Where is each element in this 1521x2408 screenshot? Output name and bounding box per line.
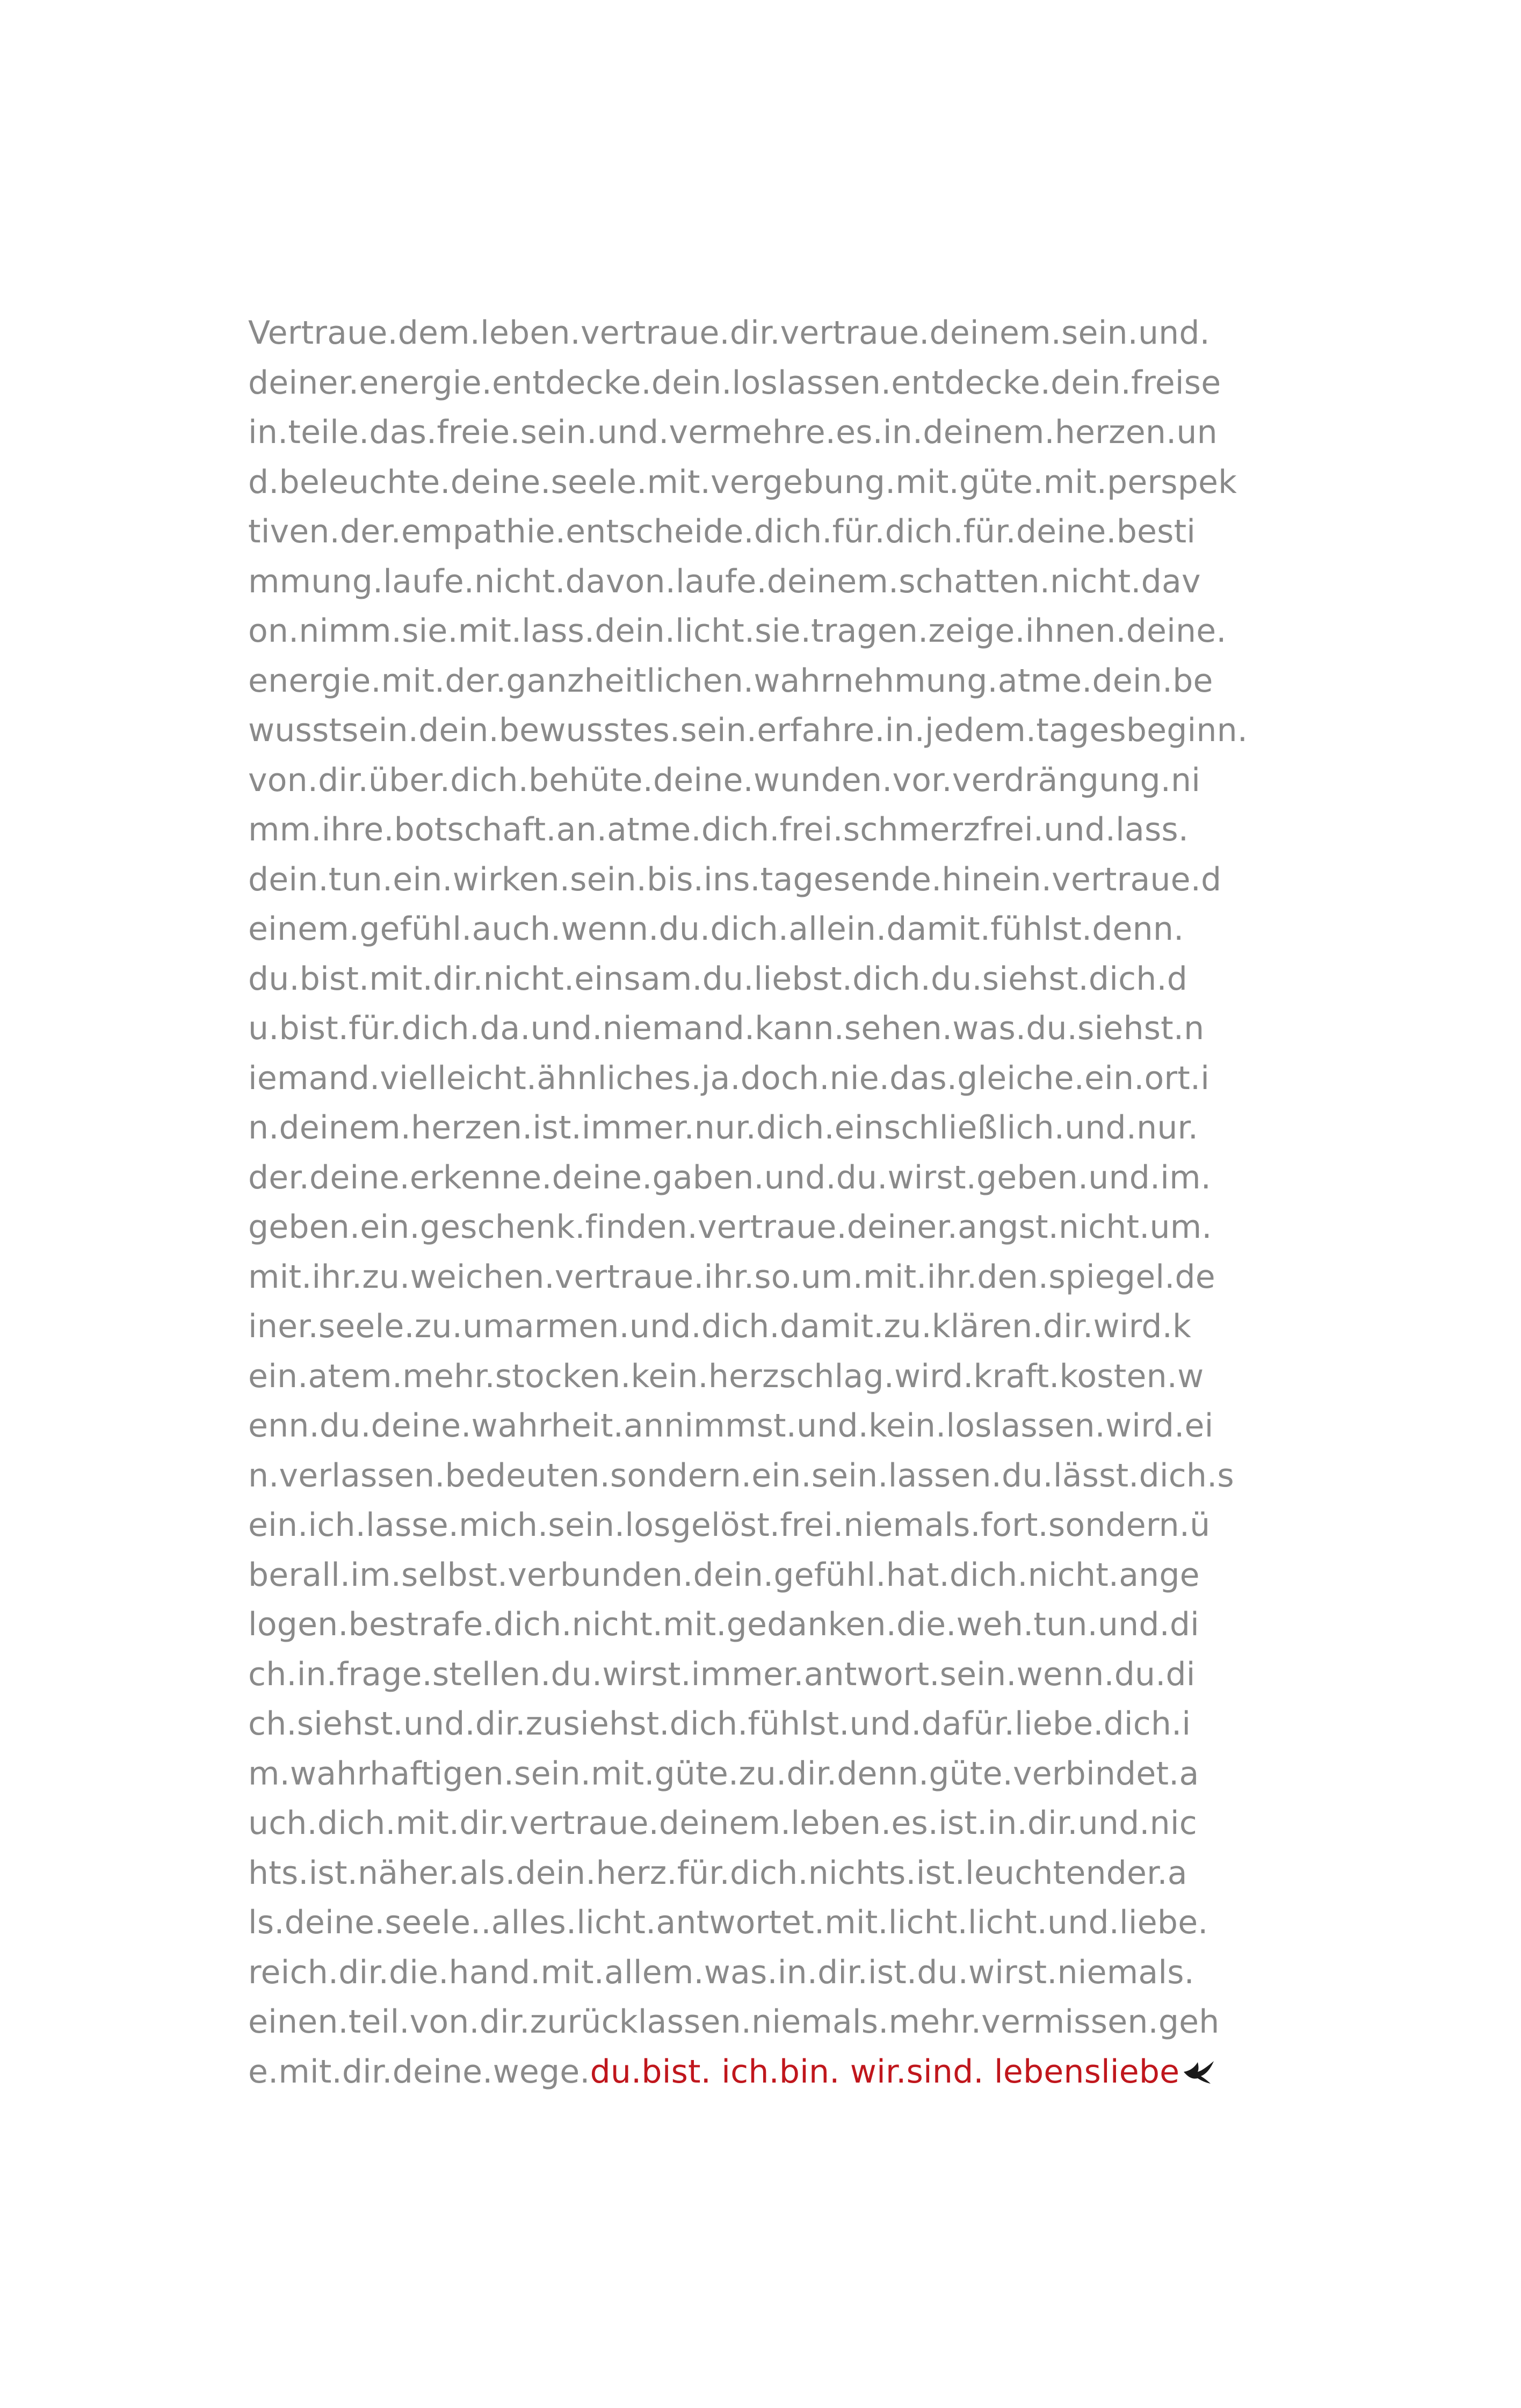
text-line: d.beleuchte.deine.seele.mit.vergebung.mit.güte.mit.perspek bbox=[248, 463, 1237, 501]
text-line: wusstsein.dein.bewusstes.sein.erfahre.in.jedem.tagesbeginn. bbox=[248, 712, 1248, 749]
text-line: on.nimm.sie.mit.lass.dein.licht.sie.tragen.zeige.ihnen.deine. bbox=[248, 612, 1227, 650]
closing-phrase-red: du.bist. ich.bin. wir.sind. lebensliebe bbox=[590, 2052, 1180, 2091]
poem-text-block bbox=[248, 308, 1301, 2097]
text-line: n.deinem.herzen.ist.immer.nur.dich.einschließlich.und.nur. bbox=[248, 1109, 1199, 1147]
text-line: hts.ist.näher.als.dein.herz.für.dich.nichts.ist.leuchtender.a bbox=[248, 1854, 1187, 1892]
text-line: ein.ich.lasse.mich.sein.losgelöst.frei.niemals.fort.sondern.ü bbox=[248, 1506, 1211, 1544]
text-line: ls.deine.seele..alles.licht.antwortet.mit.licht.licht.und.liebe. bbox=[248, 1904, 1208, 1941]
text-line: ch.in.frage.stellen.du.wirst.immer.antwort.sein.wenn.du.di bbox=[248, 1655, 1196, 1693]
text-line: einem.gefühl.auch.wenn.du.dich.allein.damit.fühlst.denn. bbox=[248, 910, 1184, 948]
text-line: mmung.laufe.nicht.davon.laufe.deinem.schatten.nicht.dav bbox=[248, 562, 1201, 600]
text-line: reich.dir.die.hand.mit.allem.was.in.dir.ist.du.wirst.niemals. bbox=[248, 1953, 1194, 1991]
text-line: tiven.der.empathie.entscheide.dich.für.dich.für.deine.besti bbox=[248, 513, 1196, 550]
text-line: mit.ihr.zu.weichen.vertraue.ihr.so.um.mit.ihr.den.spiegel.de bbox=[248, 1258, 1215, 1296]
text-line: u.bist.für.dich.da.und.niemand.kann.sehen.was.du.siehst.n bbox=[248, 1010, 1205, 1047]
text-line: energie.mit.der.ganzheitlichen.wahrnehmung.atme.dein.be bbox=[248, 662, 1213, 700]
final-line-grey-text: e.mit.dir.deine.wege. bbox=[248, 2052, 590, 2091]
text-line: iemand.vielleicht.ähnliches.ja.doch.nie.das.gleiche.ein.ort.i bbox=[248, 1059, 1210, 1097]
text-line: einen.teil.von.dir.zurücklassen.niemals.mehr.vermissen.geh bbox=[248, 2003, 1220, 2041]
text-line: ein.atem.mehr.stocken.kein.herzschlag.wird.kraft.kosten.w bbox=[248, 1357, 1204, 1395]
text-line: n.verlassen.bedeuten.sondern.ein.sein.lassen.du.lässt.dich.s bbox=[248, 1456, 1234, 1495]
text-line: ch.siehst.und.dir.zusiehst.dich.fühlst.und.dafür.liebe.dich.i bbox=[248, 1705, 1191, 1743]
text-line: logen.bestrafe.dich.nicht.mit.gedanken.die.weh.tun.und.di bbox=[248, 1606, 1200, 1643]
text-line: du.bist.mit.dir.nicht.einsam.du.liebst.dich.du.siehst.dich.d bbox=[248, 960, 1188, 998]
text-line: der.deine.erkenne.deine.gaben.und.du.wirst.geben.und.im. bbox=[248, 1158, 1212, 1196]
text-line: deiner.energie.entdecke.dein.loslassen.entdecke.dein.freise bbox=[248, 364, 1221, 402]
text-line: in.teile.das.freie.sein.und.vermehre.es.in.deinem.herzen.un bbox=[248, 414, 1218, 451]
text-line: dein.tun.ein.wirken.sein.bis.ins.tagesende.hinein.vertraue.d bbox=[248, 860, 1222, 898]
text-line: geben.ein.geschenk.finden.vertraue.deiner.angst.nicht.um. bbox=[248, 1208, 1212, 1246]
text-line: mm.ihre.botschaft.an.atme.dich.frei.schmerzfrei.und.lass. bbox=[248, 811, 1189, 848]
bird-icon bbox=[1183, 2060, 1216, 2085]
text-line: von.dir.über.dich.behüte.deine.wunden.vor.verdrängung.ni bbox=[248, 761, 1201, 799]
text-line: Vertraue.dem.leben.vertraue.dir.vertraue.deinem.sein.und. bbox=[248, 314, 1210, 352]
text-line: uch.dich.mit.dir.vertraue.deinem.leben.es.ist.in.dir.und.nic bbox=[248, 1804, 1197, 1842]
text-line: enn.du.deine.wahrheit.annimmst.und.kein.loslassen.wird.ei bbox=[248, 1407, 1214, 1445]
final-text-line bbox=[248, 2047, 1301, 2097]
text-line: m.wahrhaftigen.sein.mit.güte.zu.dir.denn.güte.verbindet.a bbox=[248, 1754, 1199, 1793]
text-line: berall.im.selbst.verbunden.dein.gefühl.hat.dich.nicht.ange bbox=[248, 1556, 1200, 1594]
text-line: iner.seele.zu.umarmen.und.dich.damit.zu.klären.dir.wird.k bbox=[248, 1308, 1191, 1345]
